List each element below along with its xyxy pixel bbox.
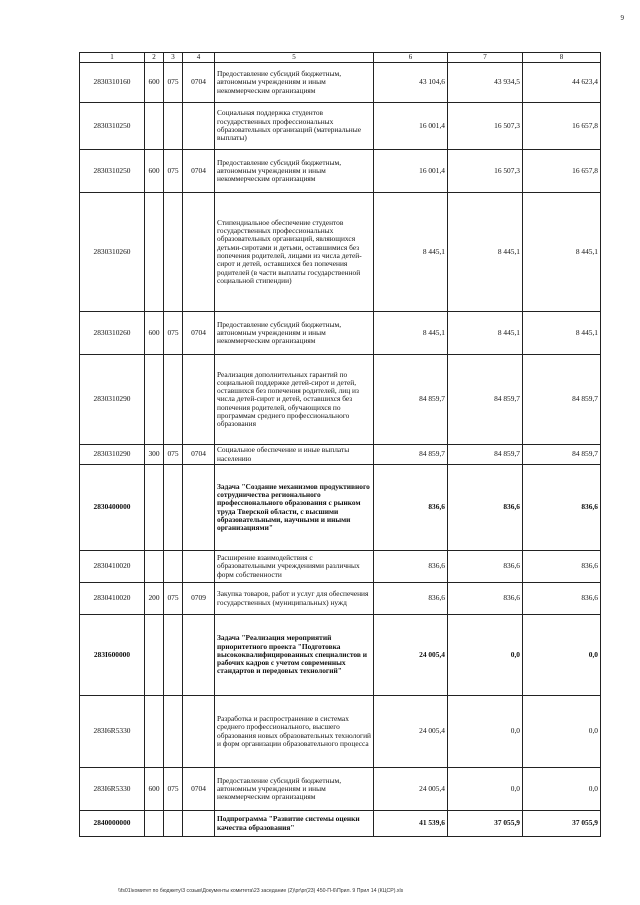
amount-year3-cell: 8 445,1 xyxy=(523,193,601,312)
table-row xyxy=(80,583,601,615)
table-row xyxy=(80,811,601,837)
amount-year2-cell: 8 445,1 xyxy=(448,312,523,355)
expense-type-cell xyxy=(145,615,164,696)
chapter-cell xyxy=(164,465,183,551)
amount-year3-cell: 16 657,8 xyxy=(523,103,601,150)
amount-year1-cell: 84 859,7 xyxy=(374,445,448,465)
amount-year3-cell: 836,6 xyxy=(523,551,601,583)
amount-year2-cell: 16 507,3 xyxy=(448,150,523,193)
amount-year3-cell: 44 623,4 xyxy=(523,63,601,103)
name-cell: Задача "Создание механизмов продуктивного сотрудничества регионального профессионального образования с рынком труда Тверской области, с высшими образовательными, научными и иными организациями" xyxy=(215,465,374,551)
amount-year3-cell: 0,0 xyxy=(523,615,601,696)
chapter-cell xyxy=(164,811,183,837)
column-number-header xyxy=(80,53,601,63)
chapter-cell: 075 xyxy=(164,312,183,355)
name-cell: Подпрограмма "Развитие системы оценки качества образования" xyxy=(215,811,374,837)
header-cell: 7 xyxy=(448,53,523,63)
section-cell xyxy=(183,355,215,445)
amount-year1-cell: 16 001,4 xyxy=(374,103,448,150)
code-cell: 2840000000 xyxy=(80,811,145,837)
table-row xyxy=(80,768,601,811)
code-cell: 2830310160 xyxy=(80,63,145,103)
table-row xyxy=(80,465,601,551)
code-cell: 2830410020 xyxy=(80,583,145,615)
page-number: 9 xyxy=(620,14,624,22)
amount-year2-cell: 37 055,9 xyxy=(448,811,523,837)
expense-type-cell: 600 xyxy=(145,150,164,193)
expense-type-cell xyxy=(145,811,164,837)
section-cell xyxy=(183,103,215,150)
header-cell: 3 xyxy=(164,53,183,63)
name-cell: Задача "Реализация мероприятий приоритетного проекта "Подготовка высококвалифицированных специалистов и рабочих кадров с учетом современных стандартов и передовых технологий" xyxy=(215,615,374,696)
name-cell: Разработка и распространение в системах среднего профессионального, высшего образования новых образовательных технологий и форм организации образовательного процесса xyxy=(215,696,374,768)
amount-year1-cell: 836,6 xyxy=(374,583,448,615)
amount-year2-cell: 836,6 xyxy=(448,465,523,551)
amount-year1-cell: 24 005,4 xyxy=(374,615,448,696)
header-cell: 4 xyxy=(183,53,215,63)
name-cell: Предоставление субсидий бюджетным, автономным учреждениям и иным некоммерческим организациям xyxy=(215,150,374,193)
expense-type-cell xyxy=(145,193,164,312)
amount-year3-cell: 0,0 xyxy=(523,696,601,768)
section-cell xyxy=(183,696,215,768)
header-cell: 2 xyxy=(145,53,164,63)
section-cell: 0704 xyxy=(183,768,215,811)
file-path-footer: \\fs01\комитет по бюджету\3 созыв\Документы комитета\23 заседание (2)\pr\pr(23) 450-П-6\Прил. 9 Прил 14 (КЦСР).xls xyxy=(118,888,404,894)
amount-year2-cell: 16 507,3 xyxy=(448,103,523,150)
amount-year1-cell: 84 859,7 xyxy=(374,355,448,445)
amount-year1-cell: 836,6 xyxy=(374,465,448,551)
code-cell: 2830310260 xyxy=(80,193,145,312)
expense-type-cell: 200 xyxy=(145,583,164,615)
amount-year3-cell: 836,6 xyxy=(523,465,601,551)
code-cell: 2830310250 xyxy=(80,103,145,150)
expense-type-cell: 600 xyxy=(145,312,164,355)
name-cell: Предоставление субсидий бюджетным, автономным учреждениям и иным некоммерческим организациям xyxy=(215,768,374,811)
name-cell: Социальная поддержка студентов государственных профессиональных образовательных организаций (материальные выплаты) xyxy=(215,103,374,150)
code-cell: 2830310250 xyxy=(80,150,145,193)
chapter-cell xyxy=(164,103,183,150)
amount-year3-cell: 0,0 xyxy=(523,768,601,811)
amount-year2-cell: 0,0 xyxy=(448,768,523,811)
chapter-cell xyxy=(164,615,183,696)
chapter-cell: 075 xyxy=(164,445,183,465)
header-cell: 8 xyxy=(523,53,601,63)
section-cell xyxy=(183,615,215,696)
section-cell: 0704 xyxy=(183,150,215,193)
chapter-cell: 075 xyxy=(164,63,183,103)
chapter-cell: 075 xyxy=(164,583,183,615)
chapter-cell xyxy=(164,193,183,312)
amount-year2-cell: 836,6 xyxy=(448,551,523,583)
expense-type-cell: 600 xyxy=(145,768,164,811)
table-row xyxy=(80,103,601,150)
amount-year1-cell: 24 005,4 xyxy=(374,696,448,768)
section-cell: 0704 xyxy=(183,312,215,355)
code-cell: 2830310290 xyxy=(80,355,145,445)
amount-year2-cell: 84 859,7 xyxy=(448,355,523,445)
name-cell: Реализация дополнительных гарантий по социальной поддержке детей-сирот и детей, оставшихся без попечения родителей, лиц из числа детей-сирот и детей, оставшихся без попечения родителей, обучающихся по программам среднего профессионального образования xyxy=(215,355,374,445)
table-row xyxy=(80,63,601,103)
table-row xyxy=(80,355,601,445)
table-row xyxy=(80,193,601,312)
table-row xyxy=(80,615,601,696)
amount-year3-cell: 37 055,9 xyxy=(523,811,601,837)
name-cell: Предоставление субсидий бюджетным, автономным учреждениям и иным некоммерческим организациям xyxy=(215,312,374,355)
code-cell: 2830310290 xyxy=(80,445,145,465)
name-cell: Предоставление субсидий бюджетным, автономным учреждениям и иным некоммерческим организациям xyxy=(215,63,374,103)
amount-year3-cell: 836,6 xyxy=(523,583,601,615)
expense-type-cell: 600 xyxy=(145,63,164,103)
name-cell: Стипендиальное обеспечение студентов государственных профессиональных образовательных организаций, являющихся детьми-сиротами и детьми, оставшимися без попечения родителей, лицами из числа детей-сирот и детей, оставшихся без попечения родителей (в части выплаты государственной социальной стипендии) xyxy=(215,193,374,312)
amount-year1-cell: 16 001,4 xyxy=(374,150,448,193)
table-row xyxy=(80,312,601,355)
section-cell: 0704 xyxy=(183,63,215,103)
chapter-cell: 075 xyxy=(164,768,183,811)
table-row xyxy=(80,551,601,583)
amount-year2-cell: 84 859,7 xyxy=(448,445,523,465)
code-cell: 2830410020 xyxy=(80,551,145,583)
chapter-cell xyxy=(164,355,183,445)
table-row xyxy=(80,696,601,768)
expense-type-cell xyxy=(145,465,164,551)
amount-year2-cell: 8 445,1 xyxy=(448,193,523,312)
amount-year3-cell: 84 859,7 xyxy=(523,355,601,445)
expense-type-cell xyxy=(145,103,164,150)
code-cell: 2830400000 xyxy=(80,465,145,551)
chapter-cell xyxy=(164,551,183,583)
section-cell xyxy=(183,193,215,312)
amount-year1-cell: 24 005,4 xyxy=(374,768,448,811)
amount-year2-cell: 0,0 xyxy=(448,615,523,696)
header-cell: 1 xyxy=(80,53,145,63)
expense-type-cell xyxy=(145,355,164,445)
section-cell xyxy=(183,465,215,551)
section-cell: 0704 xyxy=(183,445,215,465)
expense-type-cell xyxy=(145,696,164,768)
budget-table-body xyxy=(80,53,601,837)
chapter-cell xyxy=(164,696,183,768)
name-cell: Социальное обеспечение и иные выплаты населению xyxy=(215,445,374,465)
budget-table xyxy=(79,52,601,837)
amount-year3-cell: 84 859,7 xyxy=(523,445,601,465)
amount-year3-cell: 16 657,8 xyxy=(523,150,601,193)
code-cell: 2830310260 xyxy=(80,312,145,355)
amount-year1-cell: 836,6 xyxy=(374,551,448,583)
table-row xyxy=(80,445,601,465)
name-cell: Расширение взаимодействия с образовательными учреждениями различных форм собственности xyxy=(215,551,374,583)
code-cell: 283I600000 xyxy=(80,615,145,696)
amount-year2-cell: 836,6 xyxy=(448,583,523,615)
amount-year1-cell: 43 104,6 xyxy=(374,63,448,103)
amount-year1-cell: 41 539,6 xyxy=(374,811,448,837)
code-cell: 283I6R5330 xyxy=(80,696,145,768)
amount-year1-cell: 8 445,1 xyxy=(374,193,448,312)
chapter-cell: 075 xyxy=(164,150,183,193)
section-cell xyxy=(183,551,215,583)
amount-year2-cell: 0,0 xyxy=(448,696,523,768)
section-cell: 0709 xyxy=(183,583,215,615)
amount-year2-cell: 43 934,5 xyxy=(448,63,523,103)
expense-type-cell xyxy=(145,551,164,583)
header-cell: 6 xyxy=(374,53,448,63)
amount-year1-cell: 8 445,1 xyxy=(374,312,448,355)
code-cell: 283I6R5330 xyxy=(80,768,145,811)
amount-year3-cell: 8 445,1 xyxy=(523,312,601,355)
section-cell xyxy=(183,811,215,837)
header-cell: 5 xyxy=(215,53,374,63)
name-cell: Закупка товаров, работ и услуг для обеспечения государственных (муниципальных) нужд xyxy=(215,583,374,615)
expense-type-cell: 300 xyxy=(145,445,164,465)
table-row xyxy=(80,150,601,193)
